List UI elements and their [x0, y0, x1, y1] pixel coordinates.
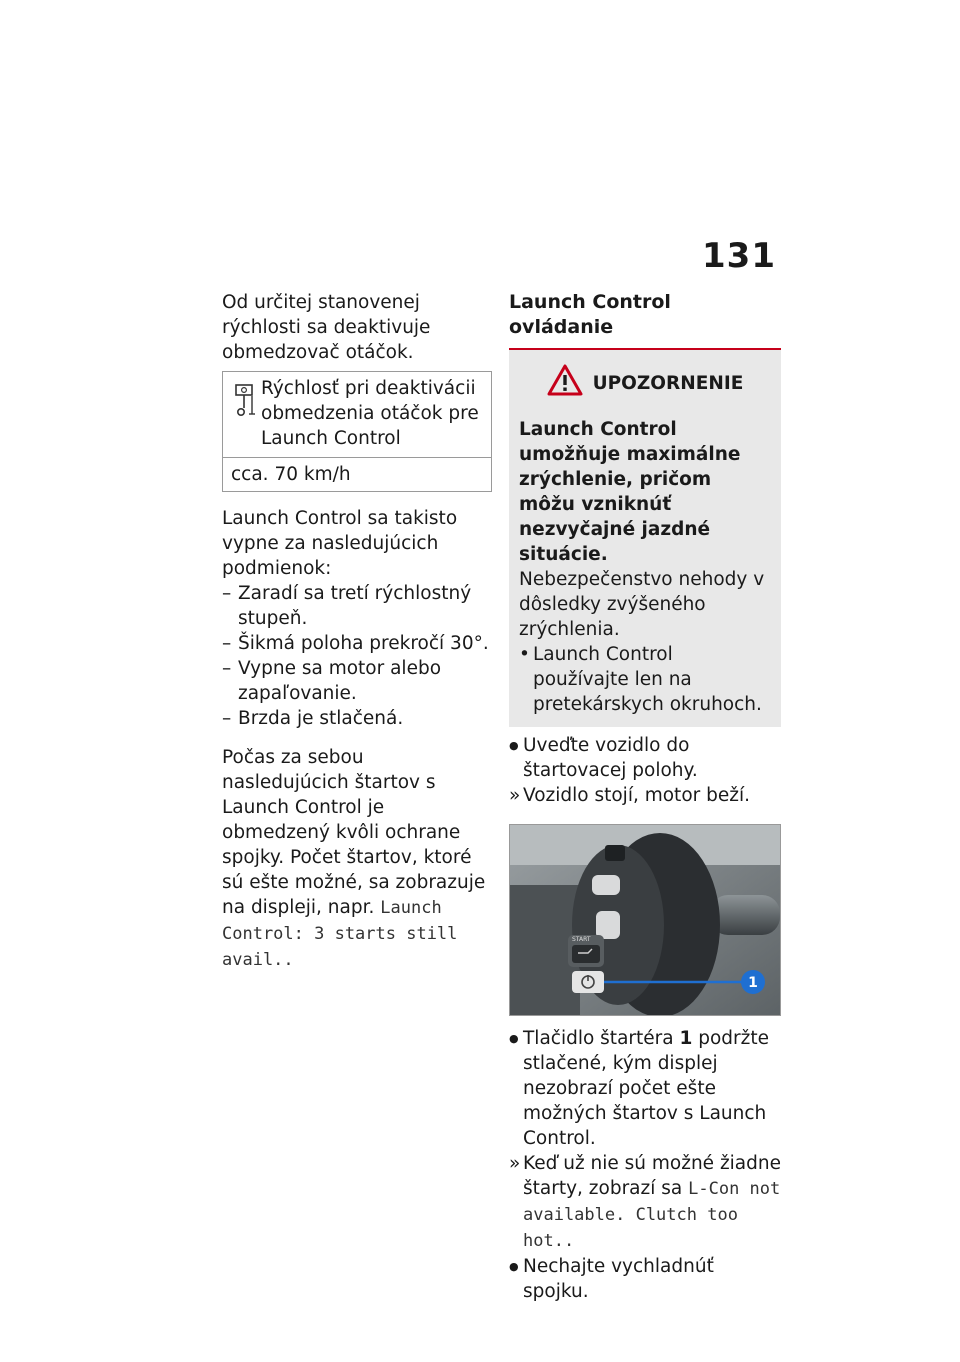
warning-bullets [519, 642, 771, 717]
warning-box [509, 350, 781, 727]
intro-paragraph: Od určitej stanovenej rýchlosti sa deaktivuje obmedzovač otáčok. [222, 292, 431, 363]
speedometer-icon [231, 376, 261, 451]
list-item: • Launch Control používajte len na pretekárskych okruhoch. [519, 642, 771, 717]
steps-list-1 [509, 733, 781, 808]
warning-text: Nebezpečenstvo nehody v dôsledky zvýšeného zrýchlenia. [519, 569, 765, 640]
action-step: ● Uveďte vozidlo do štartovacej polohy. [509, 733, 781, 783]
start-label: START [572, 936, 591, 943]
left-column [222, 290, 492, 973]
warning-triangle-icon [547, 364, 583, 403]
table-value: cca. 70 km/h [231, 464, 351, 485]
result-step [509, 1151, 781, 1254]
list-item: – Vypne sa motor alebo zapaľovanie. [222, 656, 492, 706]
step2-text-b: podržte stlačené, kým displej nezobrazí počet ešte možných štartov s Launch Control. [523, 1028, 770, 1149]
handlebar-switch-photo [509, 824, 781, 1016]
result2-text: Keď už nie sú možné žiadne štarty, zobrazí sa [523, 1153, 781, 1199]
list-item: – Šikmá poloha prekročí 30°. [222, 631, 492, 656]
conditions-intro: Launch Control sa takisto vypne za nasledujúcich podmienok: [222, 508, 458, 579]
page-number: 131 [702, 236, 776, 276]
display-message: L-Con not available. Clutch too hot.. [523, 1179, 781, 1251]
warning-title: UPOZORNENIE [592, 373, 744, 394]
action-step: ● Nechajte vychladnúť spojku. [509, 1254, 781, 1304]
conditions-list [222, 581, 492, 731]
callout-label: 1 [748, 975, 758, 991]
speed-info-table [222, 371, 492, 492]
starts-text: Počas za sebou nasledujúcich štartov s Launch Control je obmedzený kvôli ochrane spojky. Počet štartov, ktoré sú ešte možné, sa zobrazuje na displeji, napr. [222, 747, 486, 918]
step2-callout-number: 1 [679, 1028, 693, 1049]
display-message: Launch Control: 3 starts still avail.. [222, 898, 458, 970]
warning-title-row [519, 364, 771, 403]
list-item: – Brzda je stlačená. [222, 706, 492, 731]
action-step [509, 1026, 781, 1151]
list-item: – Zaradí sa tretí rýchlostný stupeň. [222, 581, 492, 631]
steps-list-2 [509, 1026, 781, 1304]
starts-paragraph [222, 745, 492, 973]
right-column [509, 290, 781, 1304]
section-heading: Launch Control ovládanie [509, 290, 781, 350]
result-step: » Vozidlo stojí, motor beží. [509, 783, 781, 808]
table-header-row [223, 372, 491, 458]
warning-bold-text: Launch Control umožňuje maximálne zrýchlenie, pričom môžu vzniknúť nezvyčajné jazdné situácie. [519, 419, 741, 565]
step2-text-a: Tlačidlo štartéra [523, 1028, 674, 1049]
table-header-text: Rýchlosť pri deaktivácii obmedzenia otáčok pre Launch Control [261, 378, 479, 449]
